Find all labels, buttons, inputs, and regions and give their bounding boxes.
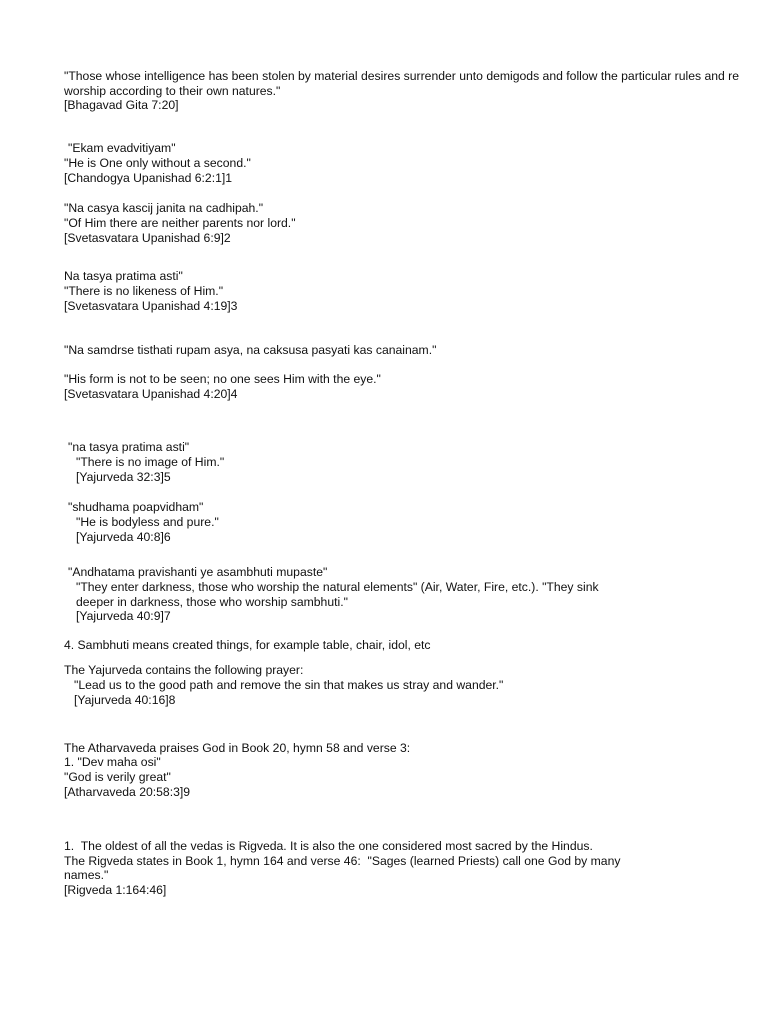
text-line: [Yajurveda 40:16]8 [74,693,176,707]
text-line: "He is One only without a second." [64,156,251,170]
text-line: "Na samdrse tisthati rupam asya, na caksusa pasyati kas canainam." [64,343,437,357]
text-line: "Na casya kascij janita na cadhipah." [64,201,264,215]
text-line: 1. The oldest of all the vedas is Rigveda. It is also the one considered most sacred by the Hindus. [64,839,593,853]
text-line: "They enter darkness, those who worship the natural elements" (Air, Water, Fire, etc.). "They sink [76,580,599,594]
text-line: "Of Him there are neither parents nor lord." [64,216,296,230]
text-line: [Atharvaveda 20:58:3]9 [64,785,191,799]
text-line: "Andhatama pravishanti ye asambhuti mupaste" [68,565,328,579]
text-line: [Bhagavad Gita 7:20] [64,98,179,112]
text-line: The Atharvaveda praises God in Book 20, hymn 58 and verse 3: [64,741,411,755]
text-line: 4. Sambhuti means created things, for example table, chair, idol, etc [64,638,431,652]
text-line: "Lead us to the good path and remove the sin that makes us stray and wander." [74,678,504,692]
text-line: "na tasya pratima asti" [68,440,190,454]
text-line: "shudhama poapvidham" [68,500,204,514]
text-line: [Yajurveda 32:3]5 [76,470,171,484]
text-line: 1. "Dev maha osi" [64,755,161,769]
text-line: deeper in darkness, those who worship sambhuti." [76,595,348,609]
text-line: The Yajurveda contains the following prayer: [64,663,304,677]
text-line: Na tasya pratima asti" [64,269,183,283]
text-line: "There is no likeness of Him." [64,284,224,298]
text-line: [Svetasvatara Upanishad 6:9]2 [64,231,231,245]
text-line: "There is no image of Him." [76,455,225,469]
text-line: [Yajurveda 40:9]7 [76,609,171,623]
text-line: "He is bodyless and pure." [76,515,219,529]
text-line: "God is verily great" [64,770,171,784]
text-line: The Rigveda states in Book 1, hymn 164 and verse 46: "Sages (learned Priests) call one God by many [64,854,621,868]
text-line: [Chandogya Upanishad 6:2:1]1 [64,171,233,185]
text-line: names." [64,868,109,882]
text-line: [Rigveda 1:164:46] [64,883,167,897]
text-line: [Yajurveda 40:8]6 [76,530,171,544]
text-line: worship according to their own natures." [64,84,281,98]
text-line: "His form is not to be seen; no one sees Him with the eye." [64,372,381,386]
text-line: "Ekam evadvitiyam" [68,141,176,155]
text-line: "Those whose intelligence has been stolen by material desires surrender unto demigods and follow the particular rules and re [64,69,740,83]
text-line: [Svetasvatara Upanishad 4:20]4 [64,387,238,401]
text-line: [Svetasvatara Upanishad 4:19]3 [64,299,238,313]
